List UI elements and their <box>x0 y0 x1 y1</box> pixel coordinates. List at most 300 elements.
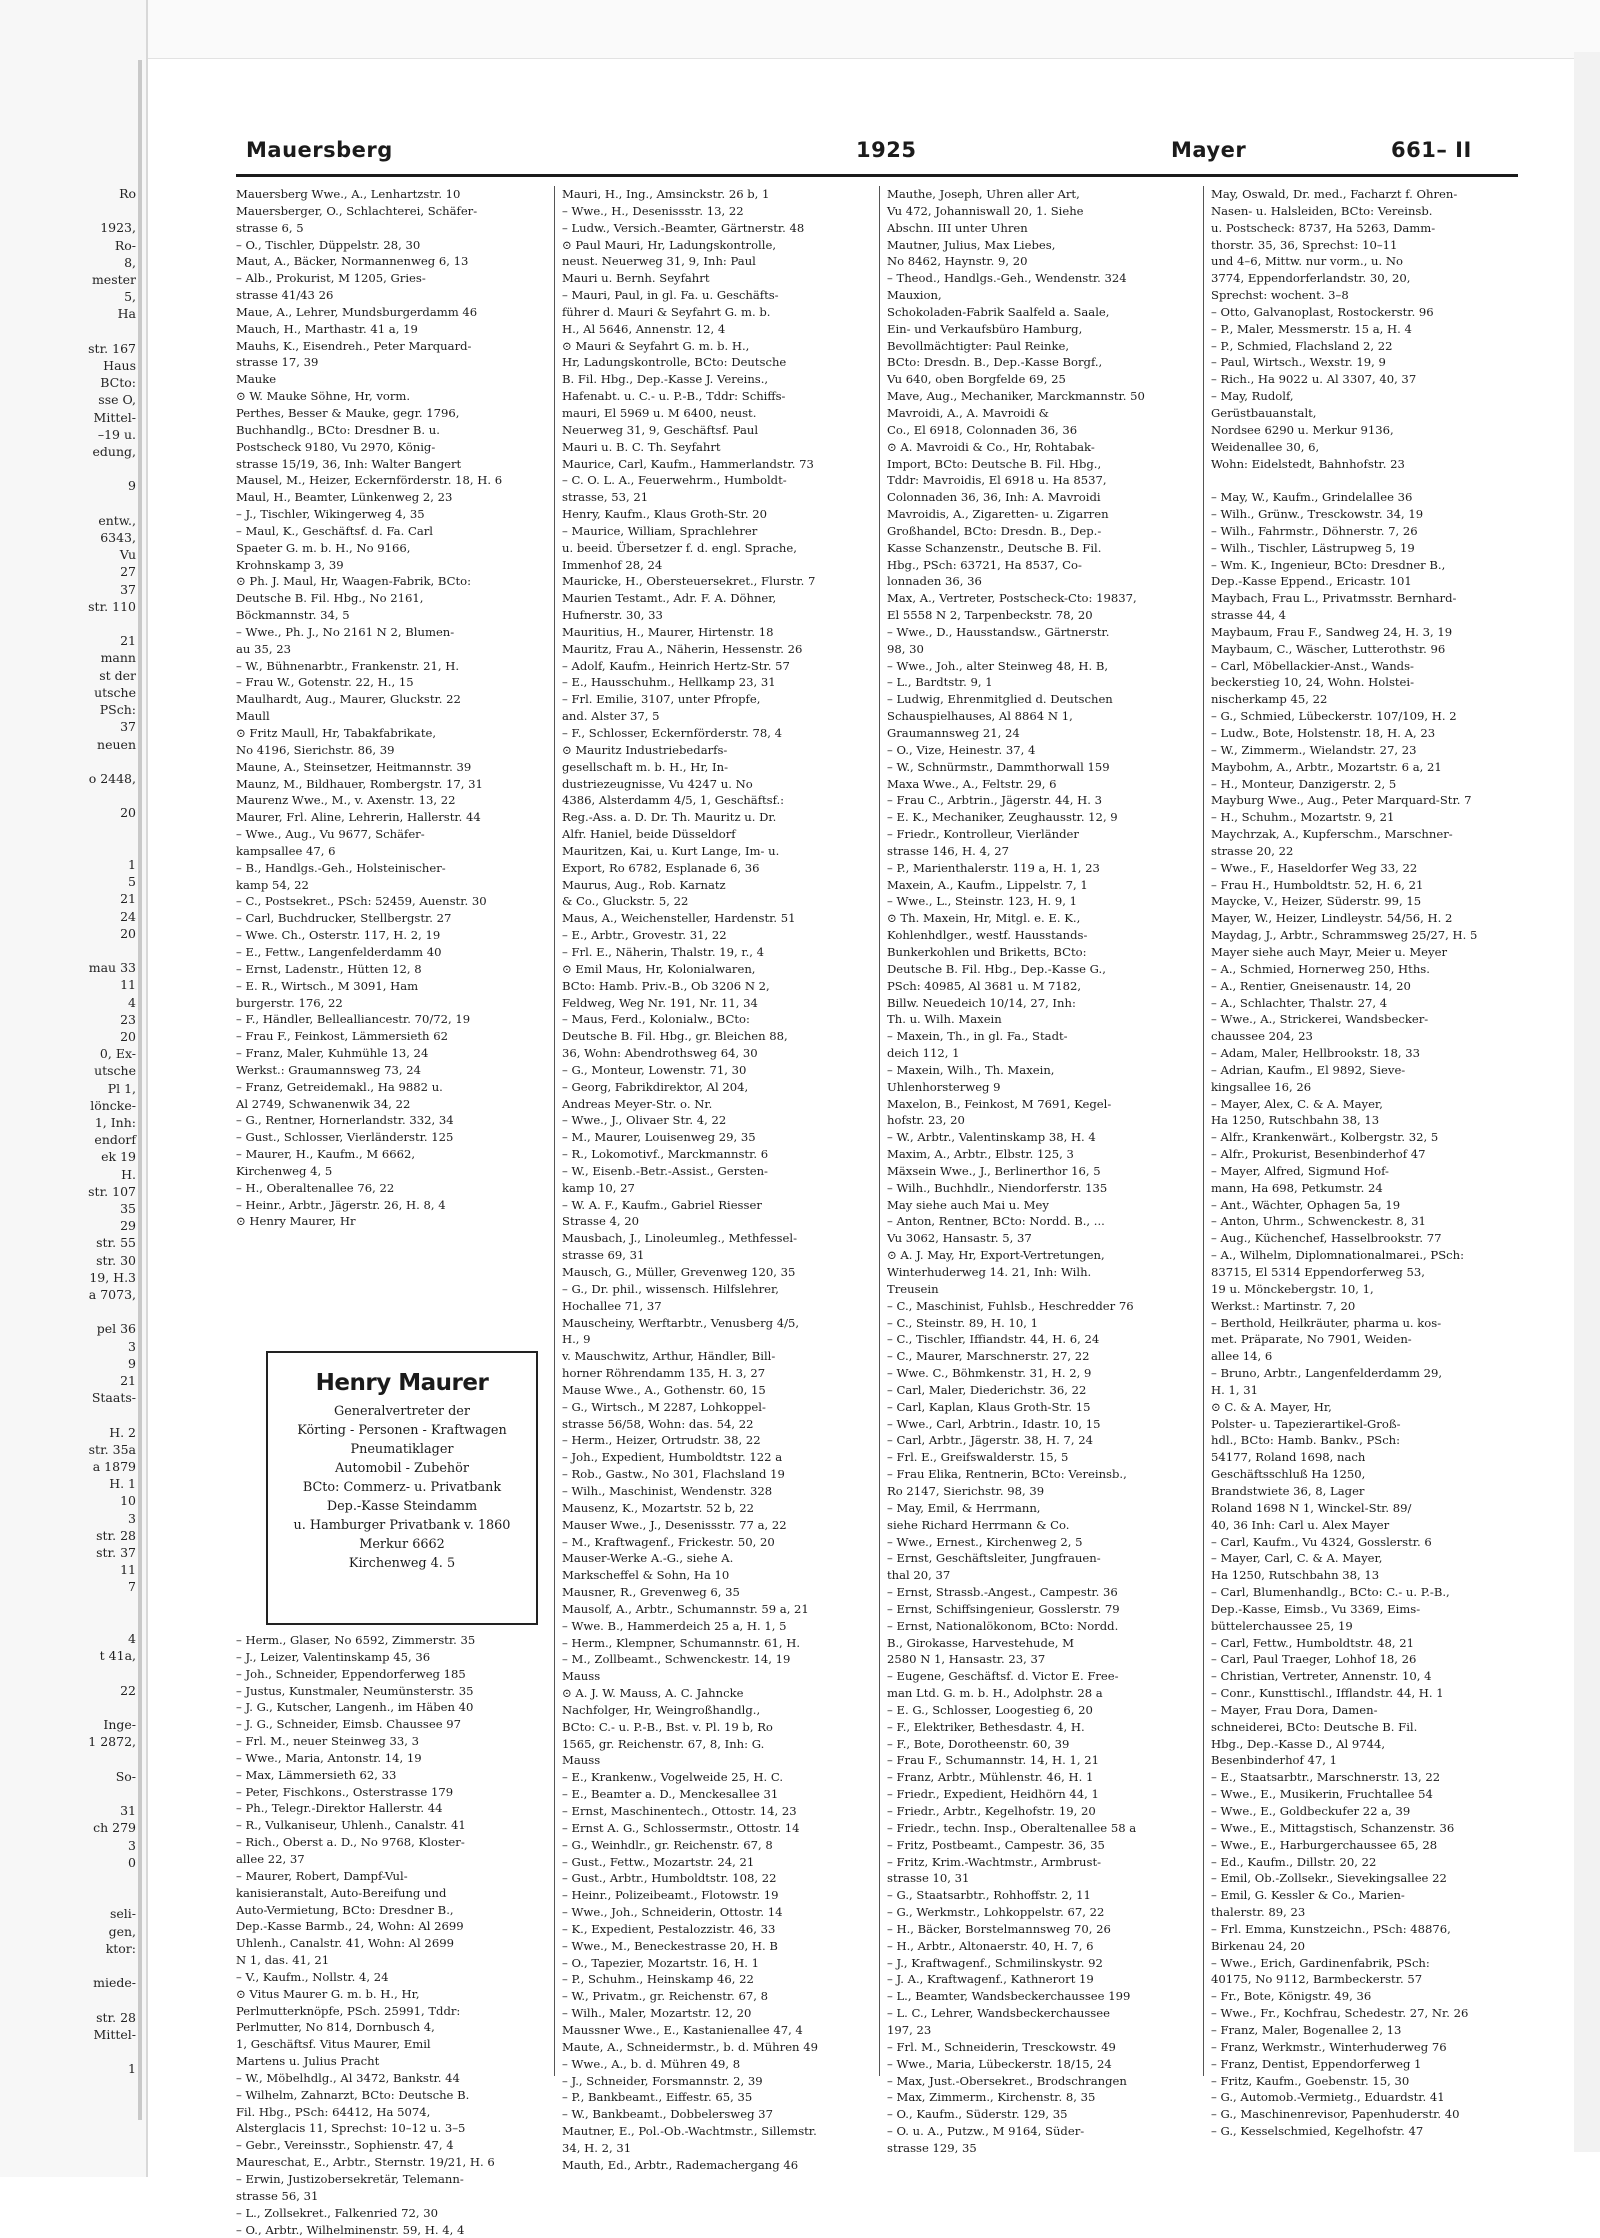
fragment-line: 20 <box>120 925 136 941</box>
directory-entry-line: Mauthe, Joseph, Uhren aller Art, <box>887 187 1080 201</box>
directory-entry-line: 1, Geschäftsf. Vitus Maurer, Emil <box>236 2037 431 2052</box>
directory-entry-line: Th. u. Wilh. Maxein <box>887 1012 1002 1027</box>
column-divider <box>1203 186 1204 2076</box>
directory-entry-line: – P., Schmied, Flachsland 2, 22 <box>1211 338 1393 353</box>
directory-entry-line: Nachfolger, Hr, Weingroßhandlg., <box>562 1702 761 1717</box>
page-number: 661– II <box>1391 138 1472 162</box>
fragment-line: So- <box>115 1768 136 1784</box>
directory-entry-line: – Maurice, William, Sprachlehrer <box>562 523 758 538</box>
directory-entry-line: – G., Wirtsch., M 2287, Lohkoppel- <box>562 1399 766 1414</box>
directory-entry-line: u. beeid. Übersetzer f. d. engl. Sprache, <box>562 540 797 555</box>
directory-entry-line: – Alfr., Prokurist, Besenbinderhof 47 <box>1211 1147 1426 1162</box>
directory-entry-line: Henry, Kaufm., Klaus Groth-Str. 20 <box>562 507 767 522</box>
directory-entry-line: – J., Leizer, Valentinskamp 45, 36 <box>236 1649 431 1664</box>
advertisement-line: Körting - Personen - Kraftwagen <box>297 1422 507 1438</box>
directory-entry-line: – Ernst, Nationalökonom, BCto: Nordd. <box>887 1618 1119 1633</box>
directory-entry-line: strasse 20, 22 <box>1211 843 1294 858</box>
directory-entry-line: – G., Automob.-Vermietg., Eduardstr. 41 <box>1211 2090 1445 2105</box>
directory-entry-line: – L. C., Lehrer, Wandsbeckerchaussee <box>887 2006 1110 2021</box>
directory-entry-line: – Wwe., Carl, Arbtrin., Idastr. 10, 15 <box>887 1416 1101 1431</box>
directory-entry-line: ⊙ A. J. May, Hr, Export-Vertretungen, <box>887 1248 1105 1263</box>
directory-entry-line: Feldweg, Weg Nr. 191, Nr. 11, 34 <box>562 995 758 1010</box>
directory-entry-line: – Maurer, H., Kaufm., M 6662, <box>236 1147 416 1162</box>
directory-entry-line: – P., Bankbeamt., Eiffestr. 65, 35 <box>562 2090 753 2105</box>
directory-entry-line: – Frau F., Feinkost, Lämmersieth 62 <box>236 1029 448 1044</box>
directory-entry-line: – G., Schmied, Lübeckerstr. 107/109, H. 2 <box>1211 709 1457 724</box>
directory-entry-line: No 4196, Sierichstr. 86, 39 <box>236 742 395 757</box>
fragment-line: 19, H.3 <box>89 1269 136 1285</box>
directory-entry-line: – C. O. L. A., Feuerwehrm., Humboldt- <box>562 473 787 488</box>
directory-entry-line: – G., Weinhdlr., gr. Reichenstr. 67, 8 <box>562 1837 773 1852</box>
directory-entry-line: 197, 23 <box>887 2022 932 2037</box>
header-rule <box>236 174 1518 177</box>
directory-entry-line: Maue, A., Lehrer, Mundsburgerdamm 46 <box>236 304 478 319</box>
fragment-line <box>0 1871 136 1888</box>
directory-entry-line: Nasen- u. Halsleiden, BCto: Vereinsb. <box>1211 203 1433 218</box>
directory-entry-line: allee 22, 37 <box>236 1851 305 1866</box>
directory-entry-line: – Wwe., Fr., Kochfrau, Schedestr. 27, Nr. 26 <box>1211 2006 1469 2021</box>
directory-entry-line: – Aug., Küchenchef, Hasselbrookstr. 77 <box>1211 1231 1442 1246</box>
directory-entry-line: dustriezeugnisse, Vu 4247 u. No <box>562 776 753 791</box>
directory-entry-line: – Frau C., Arbtrin., Jägerstr. 44, H. 3 <box>887 793 1103 808</box>
directory-entry-line: Besenbinderhof 47, 1 <box>1211 1753 1338 1768</box>
directory-entry-line: – Ludw., Versich.-Beamter, Gärtnerstr. 48 <box>562 220 805 235</box>
directory-entry-line: Mauss <box>562 1669 601 1684</box>
directory-entry-line: – Justus, Kunstmaler, Neumünsterstr. 35 <box>236 1683 474 1698</box>
directory-entry-line: Perlmutter, No 814, Dornbusch 4, <box>236 2020 435 2035</box>
directory-entry-line: lonnaden 36, 36 <box>887 574 982 589</box>
directory-entry-line: Maute, A., Schneidermstr., b. d. Mühren 49 <box>562 2039 818 2054</box>
directory-entry-line: – Ernst, Strassb.-Angest., Campestr. 36 <box>887 1585 1118 1600</box>
fragment-line: löncke- <box>90 1097 136 1113</box>
fragment-line: 20 <box>120 1028 136 1044</box>
directory-entry-line: Ha 1250, Rutschbahn 38, 13 <box>1211 1113 1380 1128</box>
directory-entry-line: – Friedr., Expedient, Heidhörn 44, 1 <box>887 1787 1099 1802</box>
directory-entry-line: Graumannsweg 21, 24 <box>887 726 1020 740</box>
fragment-line: 0, Ex- <box>99 1046 136 1062</box>
directory-entry-line: – Ernst, Geschäftsleiter, Jungfrauen- <box>887 1551 1101 1566</box>
previous-page-edge <box>0 0 148 2177</box>
column-1-entries <box>236 186 546 1230</box>
directory-entry-line: – M., Kraftwagenf., Frickestr. 50, 20 <box>562 1534 775 1549</box>
fragment-line: H. 2 <box>109 1424 136 1440</box>
directory-entry-line: – E., Staatsarbtr., Marschnerstr. 13, 22 <box>1211 1770 1441 1785</box>
directory-entry-line: Maurien Testamt., Adr. F. A. Döhner, <box>562 591 777 606</box>
fragment-line: 4 <box>128 1631 136 1647</box>
directory-entry-line: – A., Wilhelm, Diplomnationalmarei., PSch: <box>1211 1248 1465 1263</box>
fragment-line: –19 u. <box>97 426 136 442</box>
directory-entry-line: siehe Richard Herrmann & Co. <box>887 1517 1070 1532</box>
directory-entry-line: Mauritius, H., Maurer, Hirtenstr. 18 <box>562 624 774 639</box>
directory-entry-line: Maurus, Aug., Rob. Karnatz <box>562 877 726 892</box>
directory-entry-line: – Wwe., Maria, Antonstr. 14, 19 <box>236 1750 422 1765</box>
directory-entry-line: – G., Maschinenrevisor, Papenhuderstr. 40 <box>1211 2107 1460 2122</box>
directory-entry-line: – G., Staatsarbtr., Rohhoffstr. 2, 11 <box>887 1888 1091 1903</box>
directory-entry-line: – Rich., Ha 9022 u. Al 3307, 40, 37 <box>1211 372 1417 387</box>
fragment-line <box>0 1750 136 1767</box>
fragment-line <box>0 1888 136 1905</box>
directory-entry-line: strasse, 53, 21 <box>562 490 649 505</box>
directory-entry-line: – Gust., Arbtr., Humboldtstr. 108, 22 <box>562 1871 777 1886</box>
directory-entry-line: – F., Elektriker, Bethesdastr. 4, H. <box>887 1719 1085 1734</box>
directory-entry-line: Krohnskamp 3, 39 <box>236 557 344 572</box>
directory-entry-line: Mauch, H., Marthastr. 41 a, 19 <box>236 321 418 336</box>
directory-entry-line: PSch: 40985, Al 3681 u. M 7182, <box>887 978 1082 993</box>
directory-entry-line: thalerstr. 89, 23 <box>1211 1905 1306 1920</box>
directory-entry-line: Maybach, Frau L., Privatmsstr. Bernhard- <box>1211 591 1457 606</box>
directory-entry-line: Maulhardt, Aug., Maurer, Gluckstr. 22 <box>236 692 461 707</box>
directory-entry-line: Maut, A., Bäcker, Normannenweg 6, 13 <box>236 254 469 269</box>
directory-entry-line: Hbg., PSch: 63721, Ha 8537, Co- <box>887 557 1082 572</box>
page-header <box>236 130 1518 170</box>
fragment-line: Inge- <box>103 1717 136 1733</box>
directory-entry-line: – Frl. M., neuer Steinweg 33, 3 <box>236 1734 419 1749</box>
directory-entry-line: kampsallee 47, 6 <box>236 843 336 858</box>
directory-entry-line: – H., Schuhm., Mozartstr. 9, 21 <box>1211 810 1395 825</box>
directory-entry-line: Immenhof 28, 24 <box>562 557 663 572</box>
directory-entry-line: – Mayer, Carl, C. & A. Mayer, <box>1211 1551 1383 1566</box>
directory-entry-line: nischerkamp 45, 22 <box>1211 692 1328 707</box>
directory-entry-line: ⊙ Paul Mauri, Hr, Ladungskontrolle, <box>562 237 777 252</box>
fragment-line: endorf <box>94 1132 136 1148</box>
fragment-line: mau 33 <box>88 960 136 976</box>
directory-entry-line: führer d. Mauri & Seyfahrt G. m. b. <box>562 304 771 319</box>
directory-entry-line: 54177, Roland 1698, nach <box>1211 1450 1366 1465</box>
directory-entry-line: – Frl. Emilie, 3107, unter Pfropfe, <box>562 692 761 707</box>
fragment-line: 21 <box>120 633 136 649</box>
fragment-line: 0 <box>128 1854 136 1870</box>
directory-entry-line: Brandstwiete 36, 8, Lager <box>1211 1483 1365 1498</box>
directory-entry-line: H., Al 5646, Annenstr. 12, 4 <box>562 321 726 336</box>
directory-entry-line: Treusein <box>887 1281 939 1296</box>
directory-entry-line: – Wwe., E., Mittagstisch, Schanzenstr. 36 <box>1211 1820 1455 1835</box>
directory-entry-line: Mauritz, Frau A., Näherin, Hessenstr. 26 <box>562 641 803 656</box>
directory-entry-line: – Ernst, Ladenstr., Hütten 12, 8 <box>236 961 422 976</box>
fragment-line <box>0 1664 136 1681</box>
directory-entry-line: 36, Wohn: Abendrothsweg 64, 30 <box>562 1046 758 1061</box>
directory-entry-line: beckerstieg 10, 24, Wohn. Holstei- <box>1211 675 1415 690</box>
directory-entry-line: Maussner Wwe., E., Kastanienallee 47, 4 <box>562 2022 803 2037</box>
fragment-line: 35 <box>120 1200 136 1216</box>
directory-entry-line: horner Röhrendamm 135, H. 3, 27 <box>562 1366 766 1381</box>
directory-entry-line: – Wwe. B., Hammerdeich 25 a, H. 1, 5 <box>562 1618 787 1633</box>
directory-entry-line: Maus, A., Weichensteller, Hardenstr. 51 <box>562 911 796 926</box>
directory-entry-line: hdl., BCto: Hamb. Bankv., PSch: <box>1211 1433 1401 1448</box>
directory-entry-line: Max, A., Vertreter, Postscheck-Cto: 19837, <box>887 591 1137 606</box>
directory-entry-line: – Gust., Fettw., Mozartstr. 24, 21 <box>562 1854 755 1869</box>
column-2-entries <box>562 186 872 2172</box>
directory-entry-line: Mauricke, H., Obersteuersekret., Flurstr. 7 <box>562 574 816 589</box>
fragment-line: str. 107 <box>88 1183 136 1199</box>
directory-entry-line: – J., Schneider, Forsmannstr. 2, 39 <box>562 2073 763 2088</box>
directory-entry-line: – Maul, K., Geschäftsf. d. Fa. Carl <box>236 523 433 538</box>
directory-entry-line: strasse 10, 31 <box>887 1871 970 1886</box>
directory-entry-line: – Carl, Kaufm., Vu 4324, Gosslerstr. 6 <box>1211 1534 1432 1549</box>
column-4-entries <box>1211 186 1518 2139</box>
directory-entry-line: – Carl, Fettw., Humboldtstr. 48, 21 <box>1211 1635 1414 1650</box>
directory-entry-line: – May, Rudolf, <box>1211 389 1294 404</box>
directory-entry-line: – J. G., Schneider, Eimsb. Chaussee 97 <box>236 1717 462 1732</box>
fragment-line: Mittel- <box>93 409 136 425</box>
directory-entry-line: – Maurer, Robert, Dampf-Vul- <box>236 1868 408 1883</box>
directory-entry-line: Maull <box>236 709 270 724</box>
directory-entry-line: – H., Arbtr., Altonaerstr. 40, H. 7, 6 <box>887 1938 1094 1953</box>
directory-entry-line: Maxein, A., Kaufm., Lippelstr. 7, 1 <box>887 877 1088 892</box>
directory-entry-line: – Adrian, Kaufm., El 9892, Sieve- <box>1211 1062 1406 1077</box>
directory-entry-line: Mayer, W., Heizer, Lindleystr. 54/56, H. 2 <box>1211 911 1453 926</box>
fragment-line: 29 <box>120 1218 136 1234</box>
directory-entry-line: – Christian, Vertreter, Annenstr. 10, 4 <box>1211 1669 1432 1684</box>
directory-entry-line: – C., Maschinist, Fuhlsb., Heschredder 76 <box>887 1298 1134 1313</box>
directory-entry-line: schneiderei, BCto: Deutsche B. Fil. <box>1211 1719 1418 1734</box>
directory-entry-line: Vu 472, Johanniswall 20, 1. Siehe <box>887 203 1084 218</box>
directory-entry-line: Mauritzen, Kai, u. Kurt Lange, Im- u. <box>562 843 780 858</box>
fragment-line: pel 36 <box>96 1321 136 1337</box>
fragment-line: H. 1 <box>109 1476 136 1492</box>
directory-entry-line: – Otto, Galvanoplast, Rostockerstr. 96 <box>1211 304 1434 319</box>
directory-entry-line: H., 9 <box>562 1332 591 1347</box>
directory-entry-line: Spaeter G. m. b. H., No 9166, <box>236 540 411 555</box>
directory-entry-line: – May, W., Kaufm., Grindelallee 36 <box>1211 490 1413 505</box>
advertisement-title: Henry Maurer <box>315 1370 489 1396</box>
directory-entry-line: Buchhandlg., BCto: Dresdner B. u. <box>236 422 440 437</box>
fragment-line: Ha <box>117 306 136 322</box>
fragment-line <box>0 1303 136 1320</box>
directory-entry-line: – M., Maurer, Louisenweg 29, 35 <box>562 1130 756 1145</box>
directory-entry-line: Mayer siehe auch Mayr, Meier u. Meyer <box>1211 944 1448 959</box>
fragment-line: str. 28 <box>96 1527 136 1543</box>
directory-entry-line: und 4–6, Mittw. nur vorm., u. No <box>1211 254 1404 269</box>
directory-entry-line <box>1211 472 1518 489</box>
fragment-line: 11 <box>120 977 136 993</box>
directory-entry-line: – Ludwig, Ehrenmitglied d. Deutschen <box>887 692 1113 707</box>
directory-entry-line: met. Präparate, No 7901, Weiden- <box>1211 1332 1412 1347</box>
directory-entry-line: 19 u. Mönckebergstr. 10, 1, <box>1211 1281 1374 1296</box>
directory-entry-line: Mauxion, <box>887 288 942 303</box>
directory-entry-line: – J., Tischler, Wikingerweg 4, 35 <box>236 507 425 522</box>
directory-entry-line: – L., Zollsekret., Falkenried 72, 30 <box>236 2205 438 2220</box>
fragment-line: 3 <box>128 1510 136 1526</box>
directory-entry-line: – O., Tapezier, Mozartstr. 16, H. 1 <box>562 1955 760 1970</box>
directory-entry-line: kanisieranstalt, Auto-Bereifung und <box>236 1885 447 1900</box>
directory-entry-line: N 1, das. 41, 21 <box>236 1953 330 1968</box>
directory-entry-line: – Carl, Maler, Diederichstr. 36, 22 <box>887 1382 1087 1397</box>
directory-entry-line: – Ernst, Schiffsingenieur, Gosslerstr. 79 <box>887 1601 1120 1616</box>
directory-entry-line: Mauth, Ed., Arbtr., Rademachergang 46 <box>562 2157 799 2172</box>
directory-entry-line: Winterhuderweg 14. 21, Inh: Wilh. <box>887 1265 1092 1279</box>
directory-entry-line: – Max, Zimmerm., Kirchenstr. 8, 35 <box>887 2090 1096 2105</box>
fragment-line: 1, Inh: <box>94 1114 136 1130</box>
directory-entry-line: – G., Werkmstr., Lohkoppelstr. 67, 22 <box>887 1905 1105 1920</box>
directory-entry-line: Deutsche B. Fil. Hbg., Dep.-Kasse G., <box>887 961 1106 976</box>
directory-entry-line: Mave, Aug., Mechaniker, Marckmannstr. 50 <box>887 389 1145 404</box>
directory-entry-line: Hafenabt. u. C.- u. P.-B., Tddr: Schiffs- <box>562 389 786 404</box>
directory-entry-line: – Mayer, Alex, C. & A. Mayer, <box>1211 1096 1383 1111</box>
directory-entry-line: – Bruno, Arbtr., Langenfelderdamm 29, <box>1211 1366 1443 1381</box>
directory-entry-line: Ro 2147, Sierichstr. 98, 39 <box>887 1483 1045 1498</box>
directory-entry-line: – Wilh., Grünw., Tresckowstr. 34, 19 <box>1211 507 1424 522</box>
directory-entry-line: – Heinr., Arbtr., Jägerstr. 26, H. 8, 4 <box>236 1197 446 1212</box>
directory-entry-line: – Emil, Ob.-Zollsekr., Sievekingsallee 22 <box>1211 1871 1447 1886</box>
directory-entry-line: – R., Vulkaniseur, Uhlenh., Canalstr. 41 <box>236 1818 466 1833</box>
directory-entry-line: Werkst.: Graumannsweg 73, 24 <box>236 1062 422 1077</box>
previous-page-fragments <box>0 185 136 2077</box>
directory-entry-line: – Herm., Glaser, No 6592, Zimmerstr. 35 <box>236 1633 476 1647</box>
directory-entry-line: – Wwe., Maria, Lübeckerstr. 18/15, 24 <box>887 2056 1112 2071</box>
directory-entry-line: – Frau Elika, Rentnerin, BCto: Vereinsb., <box>887 1467 1127 1482</box>
directory-entry-line: ⊙ Ph. J. Maul, Hr, Waagen-Fabrik, BCto: <box>236 574 472 589</box>
directory-entry-line: – Wwe., H., Desenissstr. 13, 22 <box>562 203 744 218</box>
directory-entry-line: – C., Maurer, Marschnerstr. 27, 22 <box>887 1349 1090 1364</box>
directory-entry-line: – Franz, Dentist, Eppendorferweg 1 <box>1211 2056 1422 2071</box>
directory-entry-line: Geschäftsschluß Ha 1250, <box>1211 1467 1366 1482</box>
directory-entry-line: Hochallee 71, 37 <box>562 1298 662 1313</box>
directory-entry-line: ⊙ Mauritz Industriebedarfs- <box>562 742 728 757</box>
fragment-line <box>0 753 136 770</box>
directory-entry-line: – Frl. M., Schneiderin, Tresckowstr. 49 <box>887 2039 1116 2054</box>
fragment-line <box>0 822 136 839</box>
directory-entry-line: büttelerchaussee 25, 19 <box>1211 1618 1353 1633</box>
directory-entry-line: – F., Schlosser, Eckernförderstr. 78, 4 <box>562 726 783 740</box>
directory-entry-line: Reg.-Ass. a. D. Dr. Th. Mauritz u. Dr. <box>562 810 777 825</box>
header-year: 1925 <box>856 138 917 162</box>
fragment-line: 1 <box>128 856 136 872</box>
directory-entry-line: Mausolf, A., Arbtr., Schumannstr. 59 a, 21 <box>562 1601 809 1616</box>
directory-entry-line: B., Girokasse, Harvestehude, M <box>887 1635 1075 1650</box>
directory-entry-line: Mausch, G., Müller, Grevenweg 120, 35 <box>562 1265 796 1279</box>
directory-entry-line: Al 2749, Schwanenwik 34, 22 <box>236 1096 411 1111</box>
directory-entry-line: – Max, Lämmersieth 62, 33 <box>236 1767 397 1782</box>
directory-entry-line: – H., Oberaltenallee 76, 22 <box>236 1180 395 1195</box>
directory-entry-line: Mauersberg Wwe., A., Lenhartzstr. 10 <box>236 187 461 201</box>
directory-entry-line: – Wilh., Fahrmstr., Döhnerstr. 7, 26 <box>1211 523 1418 538</box>
directory-entry-line: Maurer, Frl. Aline, Lehrerin, Hallerstr. 44 <box>236 810 481 825</box>
directory-entry-line: Colonnaden 36, 36, Inh: A. Mavroidi <box>887 490 1101 505</box>
directory-entry-line: – Fritz, Krim.-Wachtmstr., Armbrust- <box>887 1854 1102 1869</box>
fragment-line <box>0 2043 136 2060</box>
directory-entry-line: Birkenau 24, 20 <box>1211 1938 1306 1953</box>
directory-entry-line: – Herm., Klempner, Schumannstr. 61, H. <box>562 1635 801 1650</box>
directory-entry-line: Kasse Schanzenstr., Deutsche B. Fil. <box>887 540 1102 555</box>
directory-entry-line: Mauri u. B. C. Th. Seyfahrt <box>562 439 721 454</box>
directory-entry-line: – G., Rentner, Hornerlandstr. 332, 34 <box>236 1113 454 1128</box>
directory-entry-line: – Fritz, Kaufm., Goebenstr. 15, 30 <box>1211 2073 1410 2088</box>
directory-entry-line: Perlmutterknöpfe, PSch. 25991, Tddr: <box>236 2003 461 2018</box>
directory-entry-line: Uhlenhorsterweg 9 <box>887 1079 1001 1094</box>
directory-entry-line: ⊙ W. Mauke Söhne, Hr, vorm. <box>236 389 411 404</box>
fragment-line: utsche <box>94 1063 136 1079</box>
directory-entry-line: Maurice, Carl, Kaufm., Hammerlandstr. 73 <box>562 456 814 471</box>
directory-entry-line: – Franz, Getreidemakl., Ha 9882 u. <box>236 1079 443 1094</box>
directory-entry-line: Mauri u. Bernh. Seyfahrt <box>562 271 710 286</box>
directory-entry-line: B. Fil. Hbg., Dep.-Kasse J. Vereins., <box>562 372 769 387</box>
directory-entry-line: ⊙ Fritz Maull, Hr, Tabakfabrikate, <box>236 726 437 740</box>
fragment-line <box>0 1596 136 1613</box>
directory-entry-line: – Herm., Heizer, Ortrudstr. 38, 22 <box>562 1433 761 1448</box>
directory-entry-line: – C., Steinstr. 89, H. 10, 1 <box>887 1315 1038 1330</box>
fragment-line: 8, <box>124 254 136 270</box>
directory-entry-line: au 35, 23 <box>236 641 291 656</box>
directory-entry-line: Co., El 6918, Colonnaden 36, 36 <box>887 422 1078 437</box>
fragment-line: 4 <box>128 994 136 1010</box>
directory-entry-line: thorstr. 35, 36, Sprechst: 10–11 <box>1211 237 1398 252</box>
directory-entry-line: hofstr. 23, 20 <box>887 1113 965 1128</box>
directory-entry-line: – P., Schuhm., Heinskamp 46, 22 <box>562 1972 754 1987</box>
directory-entry-line: – Wwe., E., Goldbeckufer 22 a, 39 <box>1211 1804 1411 1818</box>
directory-entry-line: – Wilh., Buchhdlr., Niendorferstr. 135 <box>887 1180 1108 1195</box>
fragment-line: 27 <box>120 564 136 580</box>
fragment-line: 20 <box>120 805 136 821</box>
fragment-line: ch 279 <box>93 1820 136 1836</box>
directory-entry-line: – Georg, Fabrikdirektor, Al 204, <box>562 1079 749 1094</box>
directory-entry-line: strasse 15/19, 36, Inh: Walter Bangert <box>236 456 462 471</box>
directory-entry-line: Schokoladen-Fabrik Saalfeld a. Saale, <box>887 304 1110 319</box>
directory-entry-line: – Wwe., J., Olivaer Str. 4, 22 <box>562 1113 727 1128</box>
directory-entry-line: – W., Zimmerm., Wielandstr. 27, 23 <box>1211 742 1417 757</box>
fragment-line: 10 <box>120 1493 136 1509</box>
fragment-line: entw., <box>98 512 136 528</box>
directory-entry-line: Mäxsein Wwe., J., Berlinerthor 16, 5 <box>887 1163 1101 1178</box>
directory-entry-line: – Anton, Rentner, BCto: Nordd. B., ... <box>887 1214 1105 1229</box>
directory-page <box>236 118 1518 2237</box>
advertisement-line: Dep.-Kasse Steindamm <box>326 1498 478 1514</box>
directory-entry-line: Mauhs, K., Eisendreh., Peter Marquard- <box>236 338 472 353</box>
directory-entry-line: – P., Marienthalerstr. 119 a, H. 1, 23 <box>887 860 1100 875</box>
directory-entry-line: – Wwe., Aug., Vu 9677, Schäfer- <box>236 827 425 842</box>
directory-entry-line: Maurenz Wwe., M., v. Axenstr. 13, 22 <box>236 793 456 808</box>
directory-entry-line: Werkst.: Martinstr. 7, 20 <box>1211 1298 1356 1313</box>
directory-entry-line: – W., Bühnenarbtr., Frankenstr. 21, H. <box>236 658 460 673</box>
fragment-line: 3 <box>128 1837 136 1853</box>
fragment-line: 1923, <box>100 220 136 236</box>
directory-entry-line: – Wwe., Joh., alter Steinweg 48, H. B, <box>887 658 1109 673</box>
fragment-line: a 1879 <box>92 1459 136 1475</box>
directory-entry-line: mauri, El 5969 u. M 6400, neust. <box>562 405 757 420</box>
directory-entry-line: Auto-Vermietung, BCto: Dresdner B., <box>236 1902 454 1917</box>
directory-entry-line: – G., Monteur, Lowenstr. 71, 30 <box>562 1062 747 1077</box>
directory-entry-line: BCto: Hamb. Priv.-B., Ob 3206 N 2, <box>562 978 770 993</box>
fragment-line: ek 19 <box>101 1149 136 1165</box>
directory-entry-line: Perthes, Besser & Mauke, gegr. 1796, <box>236 405 460 420</box>
directory-entry-line: – Ludw., Bote, Holstenstr. 18, H. A, 23 <box>1211 726 1436 740</box>
directory-entry-line: – May, Emil, & Herrmann, <box>887 1500 1041 1515</box>
fragment-line: 6343, <box>100 530 136 546</box>
directory-entry-line: Maybaum, Frau F., Sandweg 24, H. 3, 19 <box>1211 624 1453 639</box>
directory-entry-line: – R., Lokomotivf., Marckmannstr. 6 <box>562 1147 769 1162</box>
directory-entry-line: – C., Postsekret., PSch: 52459, Auenstr. 30 <box>236 894 487 909</box>
fragment-line: Ro- <box>114 237 136 253</box>
directory-entry-line: strasse 41/43 26 <box>236 288 334 303</box>
directory-entry-line: – A., Schlachter, Thalstr. 27, 4 <box>1211 995 1388 1010</box>
fragment-line: Mittel- <box>93 2026 136 2042</box>
directory-entry-line: – E. K., Mechaniker, Zeughausstr. 12, 9 <box>887 810 1118 825</box>
directory-entry-line: Alfr. Haniel, beide Düsseldorf <box>562 827 736 842</box>
directory-entry-line: – H., Bäcker, Borstelmannsweg 70, 26 <box>887 1921 1111 1936</box>
directory-entry-line: 3774, Eppendorferlandstr. 30, 20, <box>1211 271 1411 286</box>
directory-entry-line: kingsallee 16, 26 <box>1211 1079 1312 1094</box>
fragment-line: H. <box>121 1166 136 1182</box>
column-divider <box>879 186 880 2076</box>
fragment-line: str. 30 <box>96 1252 136 1268</box>
directory-entry-line: Mayburg Wwe., Aug., Peter Marquard-Str. 7 <box>1211 793 1472 808</box>
directory-entry-line: Maul, H., Beamter, Lünkenweg 2, 23 <box>236 490 453 505</box>
directory-entry-line: Export, Ro 6782, Esplanade 6, 36 <box>562 860 760 875</box>
fragment-line: 1 2872, <box>88 1734 136 1750</box>
directory-entry-line: – Mauri, Paul, in gl. Fa. u. Geschäfts- <box>562 288 779 303</box>
fragment-line: 21 <box>120 1373 136 1389</box>
directory-entry-line: – F., Bote, Dorotheenstr. 60, 39 <box>887 1736 1070 1751</box>
directory-entry-line: – Carl, Möbellackier-Anst., Wands- <box>1211 658 1414 673</box>
